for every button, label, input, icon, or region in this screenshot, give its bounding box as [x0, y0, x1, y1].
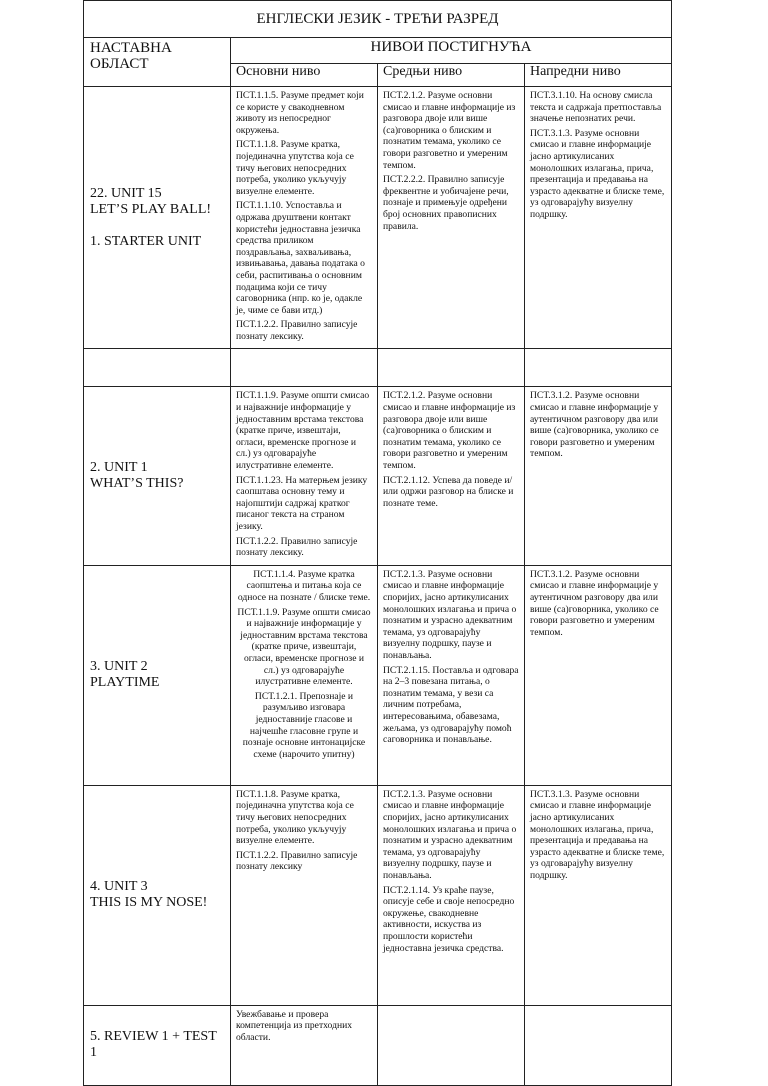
basic-cell: [231, 87, 378, 349]
area-line: 4. UNIT 3: [90, 879, 148, 895]
basic-cell: [231, 1005, 378, 1085]
standard-text: ПСТ.1.1.9. Разуме општи смисао и најважније информације у једноставним врстама текстова (кратке приче, извештаји, огласи, временске прогнозе и сл.) уз одговарајуће илустративне елементе.: [236, 390, 370, 472]
standard-text: ПСТ.1.1.10. Успоставља и одржава друштвени контакт користећи једноставна језичка средства приликом поздрављања, захваљивања, извињавања, давања података о себи, распитивања о основним подацима који се тичу саговорника (нпр. ко је, одакле је, чиме се бави итд.): [236, 200, 365, 316]
standard-text: ПСТ.3.1.3. Разуме основни смисао и главне информације јасно артикулисаних монолошких излагања, прича, презентација и предавања на узрасто адекватне и блиске теме, уз одговарајућу визуелну подршку.: [530, 788, 665, 881]
advanced-cell: [525, 387, 672, 565]
advanced-cell: [525, 87, 672, 349]
table-row: [84, 387, 672, 565]
standard-text: ПСТ.2.2.2. Правилно записује фреквентне и уобичајене речи, познаје и примењује одређени број основних правописних правила.: [383, 174, 509, 232]
area-line: [90, 218, 224, 234]
area-cell: [84, 1005, 231, 1085]
standard-text: ПСТ.1.2.2. Правилно записује познату лексику.: [236, 319, 358, 342]
area-line: THIS IS MY NOSE!: [90, 895, 208, 911]
intermediate-cell: [378, 785, 525, 1005]
area-header: НАСТАВНА ОБЛАСТ: [84, 38, 231, 87]
standard-text: ПСТ.2.1.2. Разуме основни смисао и главне информације из разговора двоје или више (са)говорника о блиским и познатим темама, уколико се говори разговетно и умереним темпом.: [383, 90, 516, 171]
intermediate-cell: [378, 349, 525, 387]
standard-text: ПСТ.1.1.4. Разуме кратка саопштења и питања која се односе на познате / блиске теме.: [237, 568, 371, 603]
level-basic-header: Основни ниво: [231, 64, 378, 87]
standard-text: ПСТ.1.1.5. Разуме предмет који се користе у свакодневном животу из непосредног окружења.: [236, 90, 364, 136]
advanced-cell: [525, 565, 672, 785]
standards-table: [83, 0, 672, 1086]
standard-text: ПСТ.1.1.9. Разуме општи смисао и најважније информације у једноставним врстама текстова (кратке приче, извештаји, огласи, временске прогнозе и сл.) уз одговарајуће илустративне елементе.: [237, 606, 371, 688]
basic-cell: [231, 565, 378, 785]
standard-text: ПСТ.3.1.2. Разуме основни смисао и главне информације у аутентичном разговору два или више (са)говорника, уколико се говори разговетно и умереним темпом.: [530, 568, 659, 638]
intermediate-cell: [378, 87, 525, 349]
area-line: 1: [90, 1045, 97, 1061]
page-title: ЕНГЛЕСКИ ЈЕЗИК - ТРЕЋИ РАЗРЕД: [84, 1, 672, 38]
basic-cell: [231, 387, 378, 565]
standard-text: Увежбавање и провера компетенција из претходних области.: [236, 1008, 353, 1043]
area-line: 3. UNIT 2: [90, 659, 148, 675]
level-advanced-header: Напредни ниво: [525, 64, 672, 87]
standard-text: ПСТ.2.1.2. Разуме основни смисао и главне информације из разговора двоје или више (са)говорника о блиским и познатим темама, уколико се говори разговетно и умереним темпом.: [383, 390, 516, 472]
table-row: [84, 785, 672, 1005]
standard-text: ПСТ.1.1.8. Разуме кратка, појединачна упутства која се тичу његових непосредних потреба, уколико укључују визуелне елементе.: [236, 139, 354, 197]
standard-text: ПСТ.2.1.3. Разуме основни смисао и главне информације споријих, јасно артикулисаних монолошких излагања и прича о познатим и узрасно адекватним темама, уз одговарајућу визуелну подршку, паузе и понављања.: [383, 568, 517, 661]
advanced-cell: [525, 349, 672, 387]
standard-text: ПСТ.2.1.12. Успева да поведе и/или одржи разговор на блиске и познате теме.: [383, 474, 514, 509]
standard-text: ПСТ.2.1.15. Поставља и одговара на 2–3 повезана питања, о познатим темама, у вези са личним потребама, интересовањима, обавезама, жељама, уз одговарајућу помоћ саговорника и понављање.: [383, 664, 519, 746]
standard-text: ПСТ.1.2.2. Правилно записује познату лексику: [236, 849, 358, 873]
area-line: 5. REVIEW 1 + TEST: [90, 1029, 217, 1045]
area-cell: [84, 565, 231, 785]
standard-text: ПСТ.1.2.1. Препознаје и разумљиво изговара једноставније гласове и најчешће гласовне групе и познаје основне интонацијске схеме (нарочито упитну): [242, 690, 366, 760]
standard-text: ПСТ.2.1.14. Уз краће паузе, описује себе и своје непосредно окружење, свакодневне активности, искуства из прошлости користећи једноставна језичка средства.: [383, 884, 515, 954]
table-row: [84, 87, 672, 349]
advanced-cell: [525, 785, 672, 1005]
level-intermediate-header: Средњи ниво: [378, 64, 525, 87]
area-line: PLAYTIME: [90, 675, 160, 691]
area-cell: [84, 785, 231, 1005]
header-row: [84, 38, 672, 64]
standard-text: ПСТ.3.1.2. Разуме основни смисао и главне информације у аутентичном разговору два или више (са)говорника, уколико се говори разговетно и умереним темпом.: [530, 390, 659, 460]
basic-cell: [231, 349, 378, 387]
standard-text: ПСТ.3.1.3. Разуме основни смисао и главне информације јасно артикулисаних монолошких излагања, прича, презентација и предавања на узрасто адекватне и блиске теме, уз одговарајућу визуелну подршку.: [530, 127, 665, 220]
area-line: LET’S PLAY BALL!: [90, 201, 212, 217]
area-cell: [84, 387, 231, 565]
area-line: 22. UNIT 15: [90, 185, 162, 201]
area-cell: [84, 349, 231, 387]
area-line: WHAT’S THIS?: [90, 476, 184, 492]
standard-text: ПСТ.1.2.2. Правилно записује познату лексику.: [236, 535, 358, 559]
standard-text: ПСТ.3.1.10. На основу смисла текста и садржаја претпоставља значење непознатих речи.: [530, 90, 662, 125]
table-row: [84, 1005, 672, 1085]
area-line: 2. UNIT 1: [90, 460, 148, 476]
intermediate-cell: [378, 1005, 525, 1085]
area-line: 1. STARTER UNIT: [90, 233, 202, 249]
standard-text: ПСТ.1.1.8. Разуме кратка, појединачна упутства која се тичу његових непосредних потреба, уколико укључују визуелне елементе.: [236, 788, 354, 847]
levels-header: НИВОИ ПОСТИГНУЋА: [231, 38, 672, 64]
standard-text: ПСТ.2.1.3. Разуме основни смисао и главне информације споријих, јасно артикулисаних монолошких излагања и прича о познатим и узрасно адекватним темама, уз одговарајућу визуелну подршку, паузе и понављања.: [383, 788, 517, 881]
table-row: [84, 565, 672, 785]
standard-text: ПСТ.1.1.23. На матерњем језику саопштава основну тему и најопштији садржај кратког писаног текста на страном језику.: [236, 474, 368, 532]
title-row: [84, 1, 672, 38]
advanced-cell: [525, 1005, 672, 1085]
basic-cell: [231, 785, 378, 1005]
area-cell: [84, 87, 231, 349]
intermediate-cell: [378, 565, 525, 785]
intermediate-cell: [378, 387, 525, 565]
table-row: [84, 349, 672, 387]
